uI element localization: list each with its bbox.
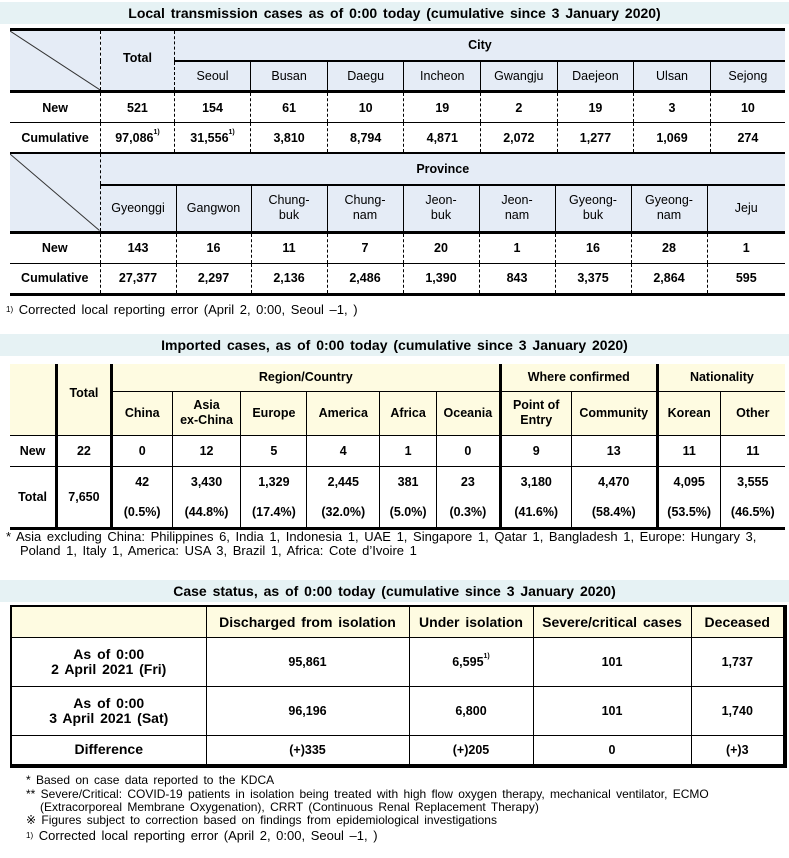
imported-note-line1: * Asia excluding China: Philippines 6, India 1, Indonesia 1, UAE 1, Singapore 1, Qatar 1, Bangladesh 1, Europe: Hungary 3, xyxy=(6,529,757,544)
province-col-header xyxy=(707,185,785,232)
province-new-value: 1 xyxy=(707,232,785,263)
imported-total-cell xyxy=(720,466,785,528)
imported-total-value: 42 xyxy=(135,474,150,489)
imported-col-header xyxy=(172,391,241,435)
col-name-line1: Asia xyxy=(193,398,220,412)
province-cumulative-value: 27,377 xyxy=(100,263,176,294)
province-col-header xyxy=(555,185,631,232)
imported-cases-table xyxy=(10,364,785,530)
col-name-line2: ex-China xyxy=(180,413,233,427)
imported-pct-value: (17.4%) xyxy=(251,504,296,519)
city-col-header: Gwangju xyxy=(481,61,558,92)
imported-pct-value: (32.0%) xyxy=(321,504,366,519)
imported-col-header xyxy=(500,391,571,435)
province-name: Gyeonggi xyxy=(111,201,165,216)
imported-total-cell xyxy=(500,466,571,528)
discharged-diff: (+)335 xyxy=(206,735,409,766)
imported-section-title: Imported cases, as of 0:00 today (cumulative since 3 January 2020) xyxy=(0,334,789,356)
imported-total-cell xyxy=(380,466,437,528)
imported-new-value: 11 xyxy=(657,435,720,466)
city-new-value: 19 xyxy=(404,92,481,123)
imported-new-value: 13 xyxy=(571,435,657,466)
province-name-line2: buk xyxy=(582,208,604,223)
footnote-marker: 1) xyxy=(26,831,34,840)
imported-new-value: 9 xyxy=(500,435,571,466)
city-col-header: Sejong xyxy=(710,61,785,92)
city-cumulative-value xyxy=(174,123,251,154)
imported-new-value: 0 xyxy=(436,435,500,466)
province-new-value: 16 xyxy=(555,232,631,263)
imported-col-header: Oceania xyxy=(436,391,500,435)
province-name: Jeju xyxy=(734,201,758,216)
total-new-value: 521 xyxy=(101,92,175,123)
footnote-marker: 1) xyxy=(6,305,14,314)
imported-new-value: 12 xyxy=(172,435,241,466)
province-cumulative-value: 2,864 xyxy=(631,263,707,294)
status-footnote xyxy=(26,829,378,843)
imported-pct-value: (46.5%) xyxy=(730,504,775,519)
status-note-2: ** Severe/Critical: COVID-19 patients in isolation being treated with high flow oxygen therapy, mechanical ventilator, ECMO xyxy=(26,787,709,801)
row-label-line2: 3 April 2021 (Sat) xyxy=(49,709,169,726)
city-group-header: City xyxy=(174,30,785,61)
city-new-value: 154 xyxy=(174,92,251,123)
province-new-value: 16 xyxy=(176,232,251,263)
status-col-header: Discharged from isolation xyxy=(206,606,409,637)
province-new-value: 143 xyxy=(100,232,176,263)
city-new-value: 61 xyxy=(251,92,328,123)
severe-diff: 0 xyxy=(533,735,691,766)
imported-total-value: 3,555 xyxy=(737,474,769,489)
discharged-value: 96,196 xyxy=(206,686,409,735)
imported-pct-value: (53.5%) xyxy=(667,504,712,519)
imported-total-value: 381 xyxy=(397,474,419,489)
local-footnote xyxy=(6,303,358,317)
city-cumulative-value: 1,277 xyxy=(557,123,634,154)
city-cumulative-value: 8,794 xyxy=(327,123,404,154)
local-province-table xyxy=(10,154,785,296)
imported-total-cell xyxy=(657,466,720,528)
imported-total-cell xyxy=(436,466,500,528)
imported-col-header: America xyxy=(307,391,380,435)
status-row-label xyxy=(11,686,206,735)
imported-total-value: 3,430 xyxy=(190,474,223,489)
city-col-header: Daegu xyxy=(327,61,404,92)
imported-total-header: Total xyxy=(57,364,112,435)
local-city-table xyxy=(10,28,785,155)
status-note-1: * Based on case data reported to the KDCA xyxy=(26,773,275,787)
imported-col-header: Europe xyxy=(241,391,307,435)
status-footnote-text: Corrected local reporting error (April 2, 0:00, Seoul –1, ) xyxy=(38,828,378,843)
city-new-value: 19 xyxy=(557,92,634,123)
imported-pct-value: (44.8%) xyxy=(184,504,229,519)
col-name-line2: Entry xyxy=(520,413,553,427)
col-name-line1: Point of xyxy=(512,398,560,412)
province-new-value: 7 xyxy=(327,232,403,263)
imported-total-cell xyxy=(111,466,172,528)
status-col-header: Under isolation xyxy=(409,606,533,637)
status-col-header: Deceased xyxy=(691,606,785,637)
province-new-value: 11 xyxy=(251,232,327,263)
city-cumulative-value: 1,069 xyxy=(634,123,711,154)
imported-total-cell xyxy=(307,466,380,528)
row-label-new: New xyxy=(10,435,57,466)
row-label-line1: As of 0:00 xyxy=(73,694,145,711)
deceased-diff: (+)3 xyxy=(691,735,785,766)
footnote-ref: 1) xyxy=(228,128,235,136)
imported-col-header: Africa xyxy=(380,391,437,435)
imported-total-value: 2,445 xyxy=(327,474,359,489)
imported-total-cell xyxy=(571,466,657,528)
where-confirmed-group-header: Where confirmed xyxy=(500,364,657,391)
imported-pct-value: (0.5%) xyxy=(123,504,161,519)
footnote-ref: 1) xyxy=(483,652,490,660)
province-name: Gangwon xyxy=(186,201,241,216)
province-cumulative-value: 843 xyxy=(479,263,555,294)
imported-new-value: 4 xyxy=(307,435,380,466)
province-col-header xyxy=(176,185,251,232)
imported-total-value: 4,470 xyxy=(598,474,630,489)
imported-corner-cell xyxy=(10,364,57,435)
total-cumulative-value xyxy=(101,123,175,154)
imported-new-value: 0 xyxy=(111,435,172,466)
city-cumulative-value: 3,810 xyxy=(251,123,328,154)
city-col-header: Daejeon xyxy=(557,61,634,92)
row-label-total: Total xyxy=(10,466,57,528)
deceased-value: 1,740 xyxy=(691,686,785,735)
isolation-value: 6,800 xyxy=(409,686,533,735)
city-cumulative-value: 274 xyxy=(710,123,785,154)
row-label-new: New xyxy=(10,232,100,263)
imported-col-header: Community xyxy=(571,391,657,435)
province-cumulative-value: 595 xyxy=(707,263,785,294)
row-label-new: New xyxy=(10,92,101,123)
province-cumulative-value: 2,297 xyxy=(176,263,251,294)
status-note-4: ※ Figures subject to correction based on findings from epidemiological investigations xyxy=(26,813,497,827)
row-label-cumulative: Cumulative xyxy=(10,123,101,154)
province-name-line2: buk xyxy=(278,208,300,223)
imported-col-header: China xyxy=(111,391,172,435)
imported-total-value: 3,180 xyxy=(520,474,552,489)
diagonal-header-cell xyxy=(10,154,100,232)
severe-value: 101 xyxy=(533,686,691,735)
city-col-header: Ulsan xyxy=(634,61,711,92)
status-col-header: Severe/critical cases xyxy=(533,606,691,637)
province-name-line2: nam xyxy=(352,208,378,223)
row-label-line2: 2 April 2021 (Fri) xyxy=(51,660,167,677)
province-col-header xyxy=(327,185,403,232)
province-new-value: 20 xyxy=(403,232,479,263)
province-name-line1: Jeon- xyxy=(501,193,533,208)
province-cumulative-value: 2,486 xyxy=(327,263,403,294)
city-col-header: Busan xyxy=(251,61,328,92)
local-footnote-text: Corrected local reporting error (April 2, 0:00, Seoul –1, ) xyxy=(18,302,358,317)
city-col-header: Seoul xyxy=(174,61,251,92)
status-note-3: (Extracorporeal Membrane Oxygenation), CRRT (Continuous Renal Replacement Therapy) xyxy=(40,800,539,814)
city-new-value: 2 xyxy=(481,92,558,123)
imported-pct-value: (41.6%) xyxy=(514,504,559,519)
imported-col-header: Other xyxy=(720,391,785,435)
local-section-title: Local transmission cases as of 0:00 today (cumulative since 3 January 2020) xyxy=(0,2,789,24)
discharged-value: 95,861 xyxy=(206,637,409,686)
imported-total-cell xyxy=(241,466,307,528)
province-name-line1: Chung- xyxy=(268,193,310,208)
city-cumulative-number: 31,556 xyxy=(190,130,229,145)
imported-new-value: 5 xyxy=(241,435,307,466)
province-cumulative-value: 2,136 xyxy=(251,263,327,294)
isolation-diff: (+)205 xyxy=(409,735,533,766)
province-name-line1: Gyeong- xyxy=(645,193,693,208)
city-col-header: Incheon xyxy=(404,61,481,92)
total-header: Total xyxy=(101,30,175,92)
province-col-header xyxy=(631,185,707,232)
imported-total-total: 7,650 xyxy=(57,466,112,528)
imported-total-cell xyxy=(172,466,241,528)
imported-new-value: 1 xyxy=(380,435,437,466)
total-cumulative-number: 97,086 xyxy=(115,130,154,145)
imported-total-value: 23 xyxy=(460,474,475,489)
status-row-label xyxy=(11,637,206,686)
province-name-line2: nam xyxy=(504,208,530,223)
imported-pct-value: (58.4%) xyxy=(591,504,636,519)
region-group-header: Region/Country xyxy=(111,364,500,391)
status-section-title: Case status, as of 0:00 today (cumulative since 3 January 2020) xyxy=(0,580,789,602)
province-new-value: 1 xyxy=(479,232,555,263)
province-cumulative-value: 3,375 xyxy=(555,263,631,294)
city-new-value: 10 xyxy=(327,92,404,123)
imported-pct-value: (5.0%) xyxy=(389,504,427,519)
imported-pct-value: (0.3%) xyxy=(449,504,487,519)
imported-col-header: Korean xyxy=(657,391,720,435)
province-col-header xyxy=(100,185,176,232)
province-col-header xyxy=(403,185,479,232)
province-cumulative-value: 1,390 xyxy=(403,263,479,294)
row-label-line1: As of 0:00 xyxy=(73,645,145,662)
province-col-header xyxy=(251,185,327,232)
city-new-value: 10 xyxy=(710,92,785,123)
province-col-header xyxy=(479,185,555,232)
diagonal-header-cell xyxy=(10,30,101,92)
status-corner-cell xyxy=(11,606,206,637)
imported-total-value: 1,329 xyxy=(258,474,290,489)
province-name-line1: Chung- xyxy=(344,193,386,208)
province-name-line1: Gyeong- xyxy=(569,193,617,208)
city-cumulative-value: 2,072 xyxy=(481,123,558,154)
city-new-value: 3 xyxy=(634,92,711,123)
province-name-line1: Jeon- xyxy=(425,193,457,208)
imported-total-value: 4,095 xyxy=(673,474,705,489)
isolation-number: 6,595 xyxy=(452,654,484,669)
severe-value: 101 xyxy=(533,637,691,686)
footnote-ref: 1) xyxy=(153,128,160,136)
imported-total-new: 22 xyxy=(57,435,112,466)
province-group-header: Province xyxy=(100,154,785,185)
isolation-value xyxy=(409,637,533,686)
province-name-line2: nam xyxy=(656,208,682,223)
difference-label: Difference xyxy=(11,735,206,766)
case-status-table xyxy=(10,605,787,768)
imported-new-value: 11 xyxy=(720,435,785,466)
province-name-line2: buk xyxy=(430,208,452,223)
nationality-group-header: Nationality xyxy=(657,364,785,391)
deceased-value: 1,737 xyxy=(691,637,785,686)
imported-note-line2: Poland 1, Italy 1, America: USA 3, Brazil 1, Africa: Cote d’Ivoire 1 xyxy=(20,543,417,558)
row-label-cumulative: Cumulative xyxy=(10,263,100,294)
province-new-value: 28 xyxy=(631,232,707,263)
city-cumulative-value: 4,871 xyxy=(404,123,481,154)
